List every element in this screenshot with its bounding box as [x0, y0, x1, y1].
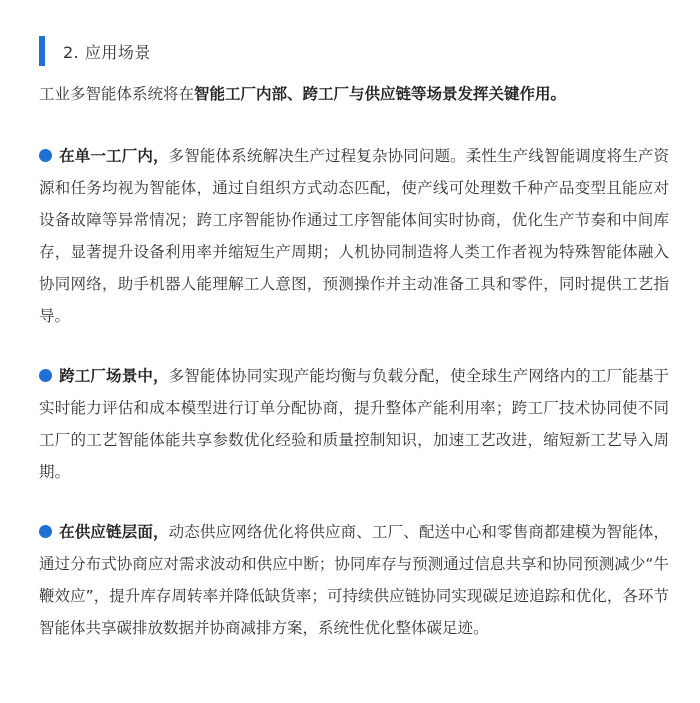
blue-circle-bullet-icon: [39, 525, 52, 538]
paragraph-text: 多智能体系统解决生产过程复杂协同问题。柔性生产线智能调度将生产资源和任务均视为智能体，通过自组织方式动态匹配，使产线可处理数千种产品变型且能应对设备故障等异常情况；跨工序智能协作通过工序智能体间实时协商，优化生产节奏和中间库存，显著提升设备利用率并缩短生产周期；人机协同制造将人类工作者视为特殊智能体融入协同网络，助手机器人能理解工人意图，预测操作并主动准备工具和零件，同时提供工艺指导。: [39, 147, 669, 325]
section-accent-bar: [39, 36, 45, 66]
intro-paragraph: [39, 80, 669, 109]
paragraph-single-factory: [39, 140, 669, 332]
intro-bold-text: 智能工厂内部、跨工厂与供应链等场景发挥关键作用。: [194, 85, 567, 103]
paragraph-text: 动态供应网络优化将供应商、工厂、配送中心和零售商都建模为智能体，通过分布式协商应对需求波动和供应中断；协同库存与预测通过信息共享和协同预测减少“牛鞭效应”，提升库存周转率并降低缺货率；可持续供应链协同实现碳足迹追踪和优化，各环节智能体共享碳排放数据并协商减排方案，系统性优化整体碳足迹。: [39, 523, 669, 637]
intro-text: 工业多智能体系统将在: [39, 85, 195, 103]
blue-circle-bullet-icon: [39, 149, 52, 162]
section-title: 2. 应用场景: [63, 42, 151, 62]
paragraph-lead: 在供应链层面，: [59, 523, 169, 541]
paragraph-lead: 跨工厂场景中，: [59, 367, 169, 385]
paragraph-cross-factory: [39, 360, 669, 488]
blue-circle-bullet-icon: [39, 369, 52, 382]
paragraph-lead: 在单一工厂内，: [59, 147, 169, 165]
paragraph-text: 多智能体协同实现产能均衡与负载分配，使全球生产网络内的工厂能基于实时能力评估和成本模型进行订单分配协商，提升整体产能利用率；跨工厂技术协同使不同工厂的工艺智能体能共享参数优化经验和质量控制知识，加速工艺改进，缩短新工艺导入周期。: [39, 367, 669, 481]
paragraph-supply-chain: [39, 516, 669, 644]
section-header: [39, 36, 151, 66]
